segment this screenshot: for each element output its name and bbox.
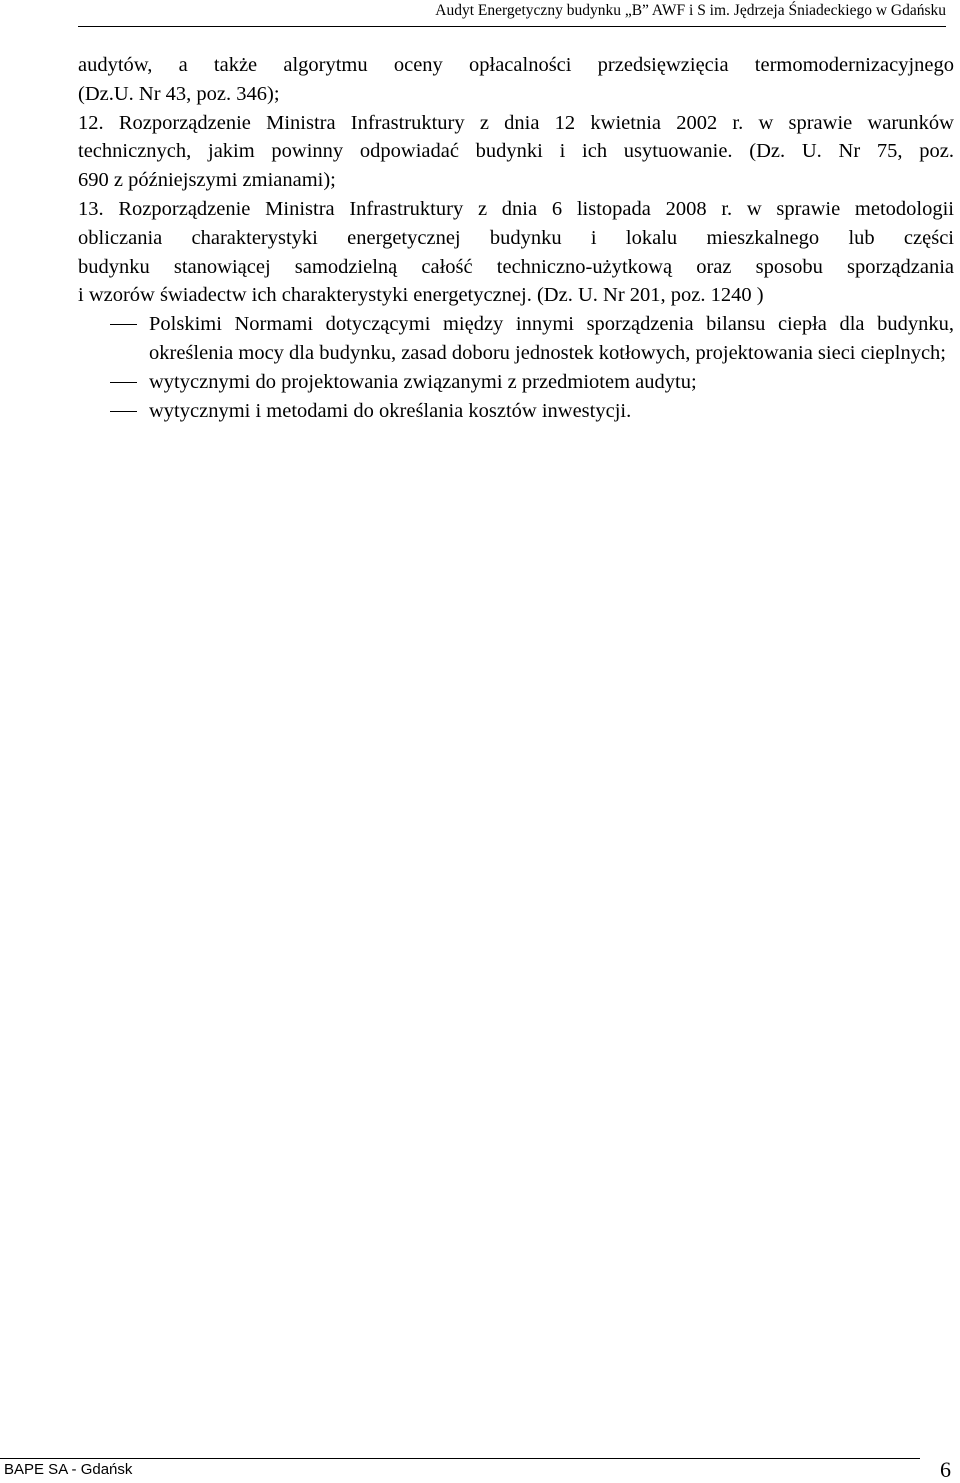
list-item-line: i wzorów świadectw ich charakterystyki energetycznej. (Dz. U. Nr 201, poz. 1240 ) xyxy=(78,284,764,307)
list-number: 13. xyxy=(78,197,104,220)
continuation-paragraph xyxy=(78,51,954,109)
running-header: Audyt Energetyczny budynku „B” AWF i S im. Jędrzeja Śniadeckiego w Gdańsku xyxy=(435,2,946,19)
list-text: Rozporządzenie Ministra Infrastruktury z dnia 6 listopada 2008 r. w sprawie metodologii xyxy=(103,197,954,220)
dash-list-item xyxy=(78,397,954,426)
page-number: 6 xyxy=(940,1457,951,1482)
header-rule xyxy=(78,26,946,27)
document-body xyxy=(78,51,954,425)
list-item-line: obliczania charakterystyki energetycznej budynku i lokalu mieszkalnego lub części xyxy=(78,226,954,249)
continuation-line: (Dz.U. Nr 43, poz. 346); xyxy=(78,82,280,105)
footer-company: BAPE SA - Gdańsk xyxy=(4,1461,133,1478)
list-item-12 xyxy=(78,109,954,195)
list-item-line: technicznych, jakim powinny odpowiadać budynki i ich usytuowanie. (Dz. U. Nr 75, poz. xyxy=(78,140,954,163)
continuation-line: audytów, a także algorytmu oceny opłacalności przedsięwzięcia termomodernizacyjnego xyxy=(78,54,954,76)
list-text: Rozporządzenie Ministra Infrastruktury z dnia 12 kwietnia 2002 r. w sprawie warunków xyxy=(103,111,954,134)
dash-list-item xyxy=(78,310,954,368)
dash-bullet-icon xyxy=(110,382,137,383)
list-item-line xyxy=(78,195,954,224)
dash-bullet-icon xyxy=(110,411,137,412)
footer-rule xyxy=(0,1458,920,1459)
list-number: 12. xyxy=(78,111,104,134)
dash-bullet-icon xyxy=(110,324,137,325)
list-item-13 xyxy=(78,195,954,310)
dash-item-text: Polskimi Normami dotyczącymi między innymi sporządzenia bilansu ciepła dla budynku, określenia mocy dla budynku, zasad doboru jednostek kotłowych, projektowania sieci cieplnych; xyxy=(149,313,954,364)
dash-item-text: wytycznymi i metodami do określania kosztów inwestycji. xyxy=(149,399,632,422)
dash-list xyxy=(78,310,954,425)
dash-item-text: wytycznymi do projektowania związanymi z przedmiotem audytu; xyxy=(149,370,697,393)
list-item-line xyxy=(78,109,954,138)
list-item-line: budynku stanowiącej samodzielną całość techniczno-użytkową oraz sposobu sporządzania xyxy=(78,255,954,278)
dash-list-item xyxy=(78,368,954,397)
list-item-line: 690 z późniejszymi zmianami); xyxy=(78,169,336,192)
